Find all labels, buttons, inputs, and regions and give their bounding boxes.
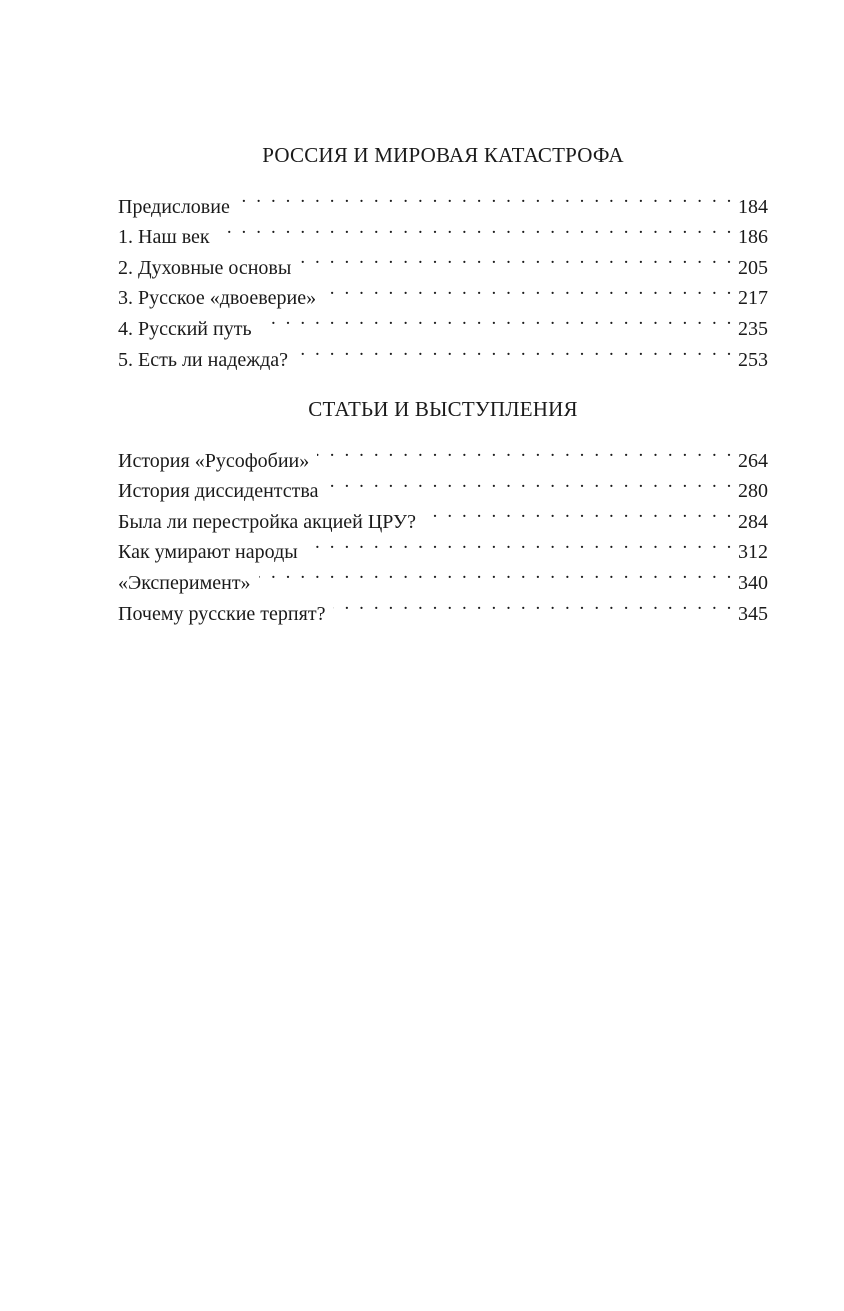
toc-page-number: 312 (738, 541, 768, 564)
dot-leader (424, 497, 734, 528)
toc-entry-title: История «Русофобии» (118, 449, 310, 472)
toc-section-russia-and-world-catastrophe (118, 140, 768, 371)
toc-page-number: 186 (738, 226, 768, 249)
toc-entry-title: Была ли перестройка акцией ЦРУ? (118, 510, 416, 533)
toc-entry-title: 3. Русское «двоеверие» (118, 287, 317, 310)
toc-entry (118, 182, 768, 218)
dot-leader (317, 436, 734, 467)
dot-leader (299, 243, 734, 274)
toc-entry-title: История диссидентства (118, 480, 319, 503)
toc-page-number: 264 (738, 449, 768, 472)
toc-entry-title: 4. Русский путь (118, 317, 252, 340)
toc-page-number: 253 (738, 348, 768, 371)
toc-page-number: 345 (738, 602, 768, 625)
toc-entry-title: 2. Духовные основы (118, 256, 292, 279)
toc-entry-title: Как умирают народы (118, 541, 298, 564)
toc-page-number: 184 (738, 195, 768, 218)
toc-page-number: 205 (738, 256, 768, 279)
toc-section-articles-and-speeches (118, 394, 768, 625)
section-title: СТАТЬИ И ВЫСТУПЛЕНИЯ (308, 397, 578, 421)
dot-leader (296, 335, 734, 366)
toc-entry-title: «Эксперимент» (118, 571, 251, 594)
dot-leader (260, 304, 734, 335)
toc-page-number: 340 (738, 571, 768, 594)
toc-entry-title: Предисловие (118, 195, 230, 218)
dot-leader (218, 213, 734, 244)
toc-page-number: 280 (738, 480, 768, 503)
dot-leader (333, 589, 734, 620)
toc-list (118, 182, 768, 371)
section-title: РОССИЯ И МИРОВАЯ КАТАСТРОФА (262, 143, 624, 167)
toc-page-number: 284 (738, 510, 768, 533)
dot-leader (324, 274, 734, 305)
dot-leader (259, 558, 734, 589)
dot-leader (326, 467, 734, 498)
dot-leader (238, 182, 734, 213)
toc-entry (118, 436, 768, 472)
dot-leader (306, 528, 734, 559)
toc-entry-title: 5. Есть ли надежда? (118, 348, 289, 371)
toc-page-number: 235 (738, 317, 768, 340)
toc-page-number: 217 (738, 287, 768, 310)
toc-entry-title: 1. Наш век (118, 226, 210, 249)
toc-entry-title: Почему русские терпят? (118, 602, 326, 625)
toc-list (118, 436, 768, 625)
toc-entry (118, 243, 768, 279)
